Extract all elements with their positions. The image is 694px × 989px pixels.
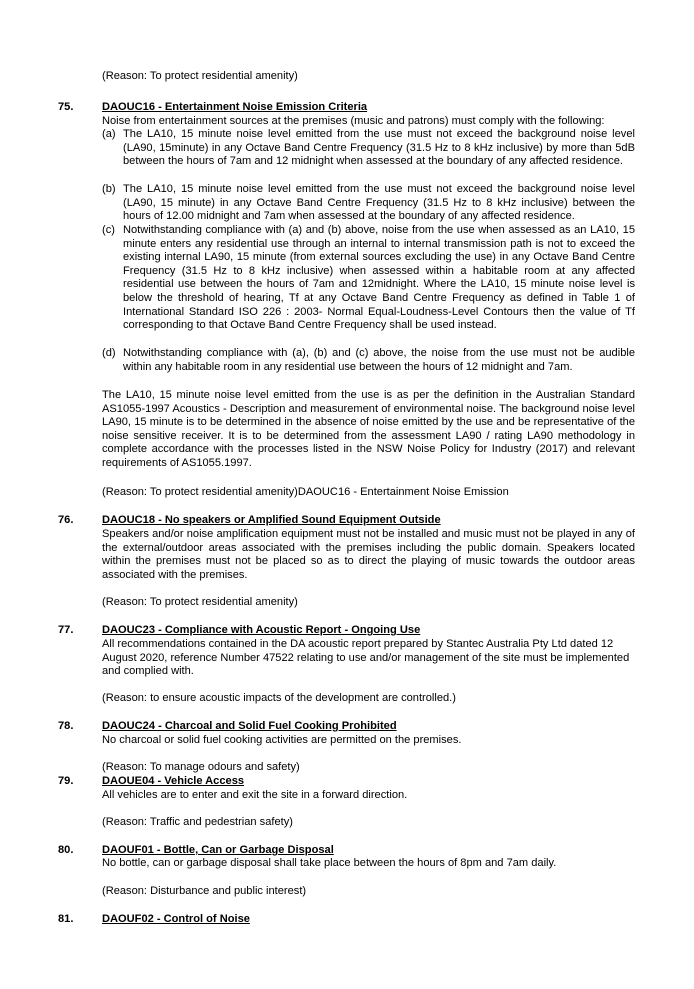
condition-number: 81. (58, 913, 74, 925)
reason-text: (Reason: To manage odours and safety) (102, 761, 300, 773)
reason-text: (Reason: To protect residential amenity) (102, 70, 298, 82)
condition-heading: DAOUC18 - No speakers or Amplified Sound Equipment Outside (102, 514, 441, 526)
list-item-label: (b) (102, 183, 116, 195)
condition-body: All recommendations contained in the DA acoustic report prepared by Stantec Australia Pty Ltd dated 12 August 2020, reference Number 47522 relating to use and/or management of the site must be implemented and complied with. (102, 638, 630, 678)
reason-text: (Reason: to ensure acoustic impacts of the development are controlled.) (102, 692, 456, 704)
reason-text: (Reason: Disturbance and public interest) (102, 885, 307, 897)
condition-heading: DAOUF02 - Control of Noise (102, 913, 250, 925)
condition-number: 76. (58, 514, 74, 526)
condition-heading: DAOUE04 - Vehicle Access (102, 775, 245, 787)
condition-body: No bottle, can or garbage disposal shall take place between the hours of 8pm and 7am daily. (102, 857, 557, 869)
condition-number: 79. (58, 775, 74, 787)
condition-paragraph: The LA10, 15 minute noise level emitted from the use is as per the definition in the Australian Standard AS1055-1997 Acoustics - Description and measurement of environmental noise. The background noise level LA90, 15 minute is to be determined in the absence of noise emitted by the use and be representative of the noise sensitive receiver. It is to be determined from the assessment LA90 / rating LA90 methodology in complete accordance with the processes listed in the NSW Noise Policy for Industry (2017) and relevant requirements of AS1055.1997. (102, 389, 635, 469)
condition-heading: DAOUC16 - Entertainment Noise Emission Criteria (102, 101, 368, 113)
reason-text: (Reason: To protect residential amenity) (102, 596, 298, 608)
condition-heading: DAOUC23 - Compliance with Acoustic Report - Ongoing Use (102, 624, 421, 636)
condition-heading: DAOUF01 - Bottle, Can or Garbage Disposal (102, 844, 334, 856)
list-item-label: (d) (102, 347, 116, 359)
condition-number: 75. (58, 101, 74, 113)
condition-body: No charcoal or solid fuel cooking activities are permitted on the premises. (102, 734, 462, 746)
list-item-label: (c) (102, 224, 115, 236)
list-item-text: Notwithstanding compliance with (a), (b) and (c) above, the noise from the use must not be audible within any habitable room in any residential use between the hours of 12 midnight and 7am. (123, 347, 635, 373)
list-item-text: The LA10, 15 minute noise level emitted from the use must not exceed the background noise level (LA90, 15minute) in any Octave Band Centre Frequency (31.5 Hz to 8 kHz inclusive) by more than 5dB between the hours of 7am and 12 midnight when assessed at the boundary of any affected residence. (123, 128, 635, 168)
condition-number: 78. (58, 720, 74, 732)
reason-text: (Reason: To protect residential amenity)DAOUC16 - Entertainment Noise Emission (102, 486, 509, 498)
list-item-label: (a) (102, 128, 116, 140)
condition-number: 77. (58, 624, 74, 636)
condition-body: Speakers and/or noise amplification equipment must not be installed and music must not be played in any of the external/outdoor areas associated with the premises including the public domain. Speakers located within the premises must not be placed so as to direct the playing of music towards the outdoor areas associated with the premises. (102, 528, 635, 581)
list-item-text: The LA10, 15 minute noise level emitted from the use must not exceed the background noise level (LA90, 15 minute) in any Octave Band Centre Frequency (31.5 Hz to 8 kHz inclusive) between the hours of 12.00 midnight and 7am when assessed at the boundary of any affected residence. (123, 183, 635, 223)
condition-body: All vehicles are to enter and exit the site in a forward direction. (102, 789, 408, 801)
condition-heading: DAOUC24 - Charcoal and Solid Fuel Cooking Prohibited (102, 720, 397, 732)
list-item-text: Notwithstanding compliance with (a) and (b) above, noise from the use when assessed as an LA10, 15 minute enters any residential use through an internal to internal transmission path is not to exceed the existing internal LA90, 15 minute (from external sources excluding the use) in any Octave Band Centre Frequency (31.5 Hz to 8 kHz inclusive) when assessed within a habitable room at any affected residential use between the hours of 7am and 12midnight. Where the LA10, 15 minute noise level is below the threshold of hearing, Tf at any Octave Band Centre Frequency as defined in Table 1 of International Standard ISO 226 : 2003- Normal Equal-Loudness-Level Contours then the value of Tf corresponding to that Octave Band Centre Frequency shall be used instead. (123, 224, 635, 332)
condition-number: 80. (58, 844, 74, 856)
condition-intro: Noise from entertainment sources at the premises (music and patrons) must comply with the following: (102, 115, 605, 127)
reason-text: (Reason: Traffic and pedestrian safety) (102, 816, 293, 828)
